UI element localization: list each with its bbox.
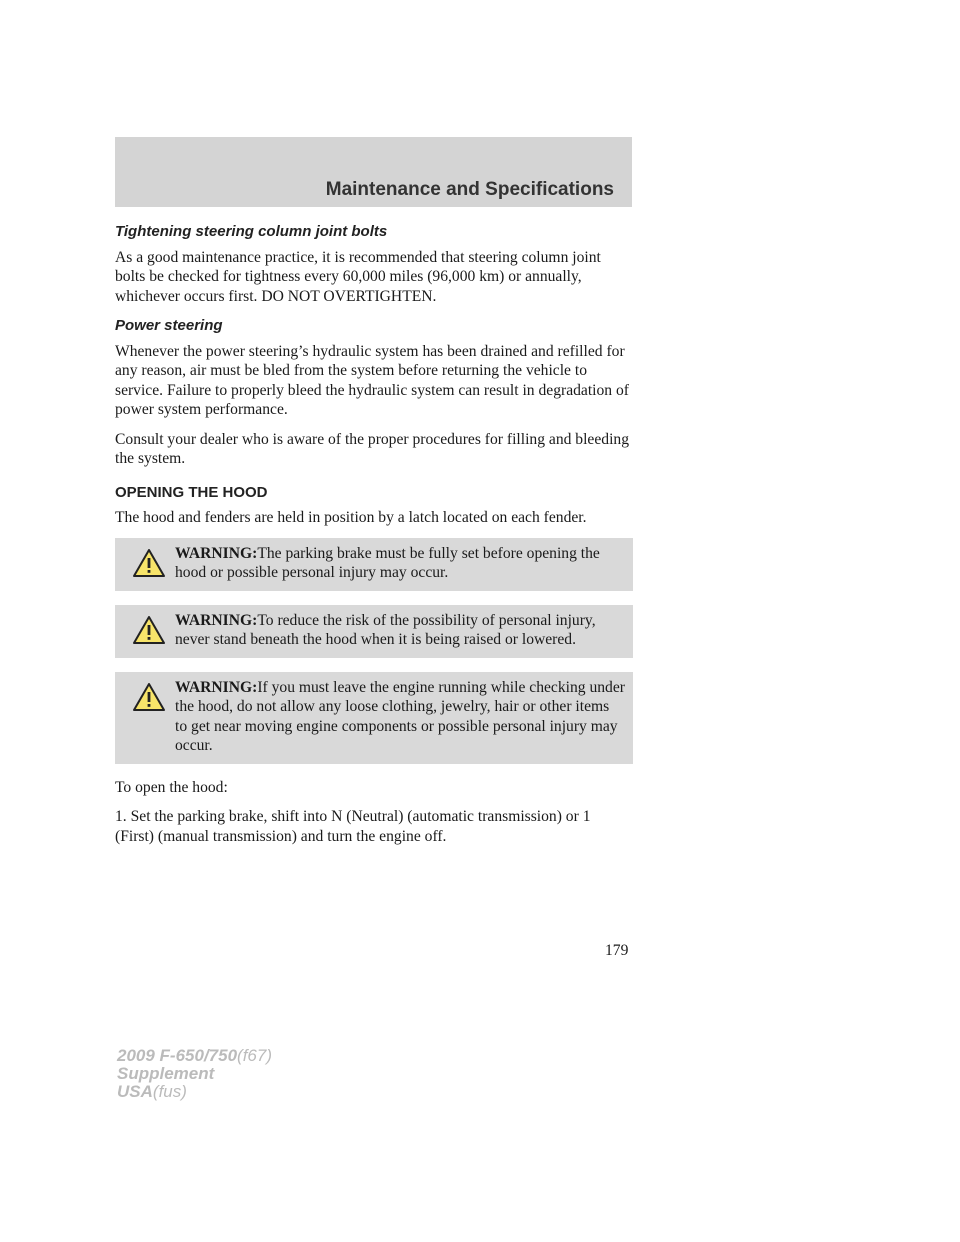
footer-region: USA [117,1082,153,1101]
footer-model-code: (f67) [237,1046,273,1065]
power-steering-heading: Power steering [115,317,223,334]
hood-intro: The hood and fenders are held in position by a latch located on each fender. [115,509,587,526]
footer-doc: Supplement [117,1064,215,1083]
warning-text: To reduce the risk of the possibility of personal injury, never stand beneath the hood when it is being raised or lowered. [175,611,596,648]
open-hood-intro: To open the hood: [115,778,228,796]
header-band [115,137,632,207]
warning-box [115,672,633,764]
page-content [115,222,633,856]
power-steering-body-1: Whenever the power steering’s hydraulic system has been drained and refilled for any reason, air must be bled from the system before returning the vehicle to service. Failure to properly bleed the hydraulic system can result in degradation of power system performance. [115,342,629,418]
steering-heading: Tightening steering column joint bolts [115,223,388,240]
hood-heading: OPENING THE HOOD [115,483,268,501]
steering-body: As a good maintenance practice, it is recommended that steering column joint bolts be checked for tightness every 60,000 miles (96,000 km) or annually, whichever occurs first. DO NOT OVERTIGHTEN. [115,248,601,305]
step-1: 1. Set the parking brake, shift into N (Neutral) (automatic transmission) or 1 (First) (manual transmission) and turn the engine off. [115,808,591,845]
warning-box [115,605,633,658]
section-title: Maintenance and Specifications [325,179,614,200]
warning-triangle-icon [132,682,166,712]
warning-triangle-icon [132,615,166,645]
warning-label: WARNING: [175,611,258,629]
page-number: 179 [605,942,629,959]
footer-model: 2009 F-650/750 [117,1046,238,1065]
warning-box [115,538,633,591]
footer [117,1047,272,1101]
warning-text: If you must leave the engine running while checking under the hood, do not allow any loose clothing, jewelry, hair or other items to get near moving engine components or possible personal injury may occur. [175,678,625,754]
warning-label: WARNING: [175,544,258,562]
footer-region-code: (fus) [152,1082,187,1101]
power-steering-body-2: Consult your dealer who is aware of the proper procedures for filling and bleeding the system. [115,430,629,467]
warning-triangle-icon [132,548,166,578]
warning-text: The parking brake must be fully set before opening the hood or possible personal injury may occur. [175,544,600,581]
warning-label: WARNING: [175,678,258,696]
